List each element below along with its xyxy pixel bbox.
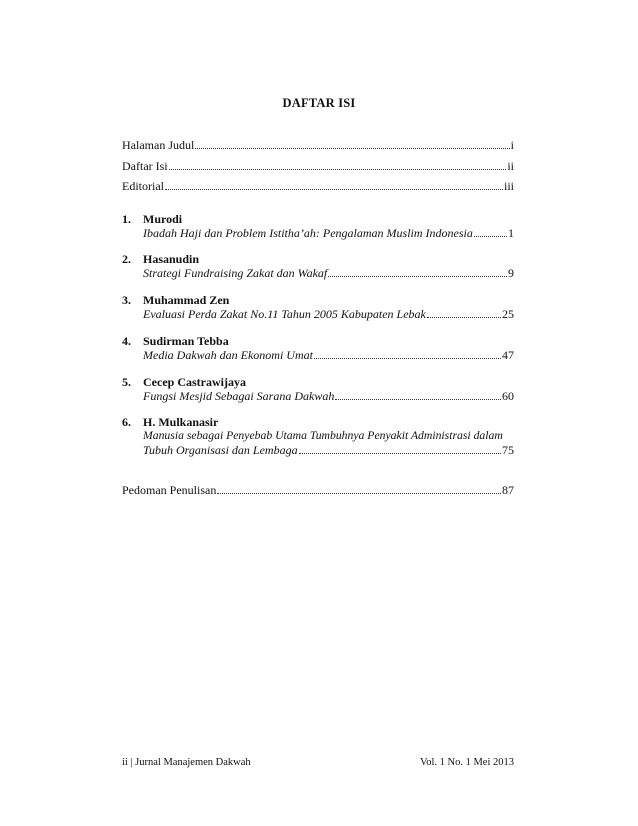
- toc-entry-label: Halaman Judul: [122, 138, 195, 152]
- article-number: 6.: [122, 415, 131, 429]
- dot-leader: [217, 484, 501, 494]
- toc-entry-page: i: [510, 138, 514, 152]
- toc-article-5[interactable]: [122, 375, 514, 403]
- article-author-line: [122, 415, 514, 429]
- article-title: Evaluasi Perda Zakat No.11 Tahun 2005 Kabupaten Lebak: [143, 307, 426, 321]
- toc-entry-page: ii: [507, 159, 514, 173]
- article-page: 75: [502, 443, 514, 457]
- article-author: Muhammad Zen: [143, 293, 230, 307]
- toc-entry-daftar-isi[interactable]: [122, 159, 514, 173]
- dot-leader: [165, 180, 503, 190]
- article-number: 1.: [122, 212, 131, 226]
- toc-entry-label: Daftar Isi: [122, 159, 168, 173]
- toc-entry-page: 87: [502, 483, 514, 497]
- page-title: DAFTAR ISI: [282, 96, 356, 110]
- article-title-line: [143, 226, 514, 240]
- toc-entry-editorial[interactable]: [122, 179, 514, 193]
- toc-article-3[interactable]: [122, 293, 514, 321]
- dot-leader: [328, 267, 507, 277]
- article-author-line: [122, 252, 514, 266]
- article-title: Strategi Fundraising Zakat dan Wakaf: [143, 266, 328, 280]
- article-title-line: [143, 266, 514, 280]
- article-title-line: [143, 429, 514, 443]
- article-title: Manusia sebagai Penyebab Utama Tumbuhnya Penyakit Administrasi dalam: [143, 429, 503, 442]
- article-author: Hasanudin: [143, 252, 200, 266]
- article-author-line: [122, 334, 514, 348]
- toc-entry-label: Editorial: [122, 179, 164, 193]
- article-author-line: [122, 375, 514, 389]
- article-author: Murodi: [143, 212, 183, 226]
- article-page: 9: [508, 266, 514, 280]
- article-author-line: [122, 212, 514, 226]
- toc-entry-pedoman-penulisan[interactable]: [122, 483, 514, 497]
- article-page: 25: [502, 307, 514, 321]
- toc-entry-halaman-judul[interactable]: [122, 138, 514, 152]
- article-title: Fungsi Mesjid Sebagai Sarana Dakwah: [143, 389, 335, 403]
- article-page: 60: [502, 389, 514, 403]
- article-number: 3.: [122, 293, 131, 307]
- toc-article-4[interactable]: [122, 334, 514, 362]
- article-author: H. Mulkanasir: [143, 415, 219, 429]
- article-title-line: [143, 348, 514, 362]
- footer-volume: Vol. 1 No. 1 Mei 2013: [419, 757, 514, 768]
- article-title-line: [143, 389, 514, 403]
- dot-leader: [299, 444, 501, 454]
- dot-leader: [314, 349, 501, 359]
- dot-leader: [335, 390, 501, 400]
- article-author-line: [122, 293, 514, 307]
- toc-article-2[interactable]: [122, 252, 514, 280]
- dot-leader: [427, 308, 501, 318]
- article-number: 5.: [122, 375, 131, 389]
- article-page: 1: [508, 226, 514, 240]
- toc-entry-page: iii: [503, 179, 514, 193]
- article-title: Media Dakwah dan Ekonomi Umat: [143, 348, 313, 362]
- article-number: 2.: [122, 252, 131, 266]
- dot-leader: [195, 139, 509, 149]
- article-author: Cecep Castrawijaya: [143, 375, 246, 389]
- toc-article-1[interactable]: [122, 212, 514, 240]
- article-title-line: [143, 307, 514, 321]
- article-title: Ibadah Haji dan Problem Istitha’ah: Pengalaman Muslim Indonesia: [143, 226, 473, 240]
- article-title: Tubuh Organisasi dan Lembaga: [143, 443, 298, 457]
- article-number: 4.: [122, 334, 131, 348]
- footer-journal: ii | Jurnal Manajemen Dakwah: [122, 757, 251, 768]
- article-title-line-2: [143, 443, 514, 457]
- toc-entry-label: Pedoman Penulisan: [122, 483, 217, 497]
- dot-leader: [169, 160, 507, 170]
- article-author: Sudirman Tebba: [143, 334, 229, 348]
- page-footer: [122, 757, 514, 768]
- toc-article-6[interactable]: [122, 415, 514, 457]
- article-page: 47: [502, 348, 514, 362]
- dot-leader: [474, 227, 507, 237]
